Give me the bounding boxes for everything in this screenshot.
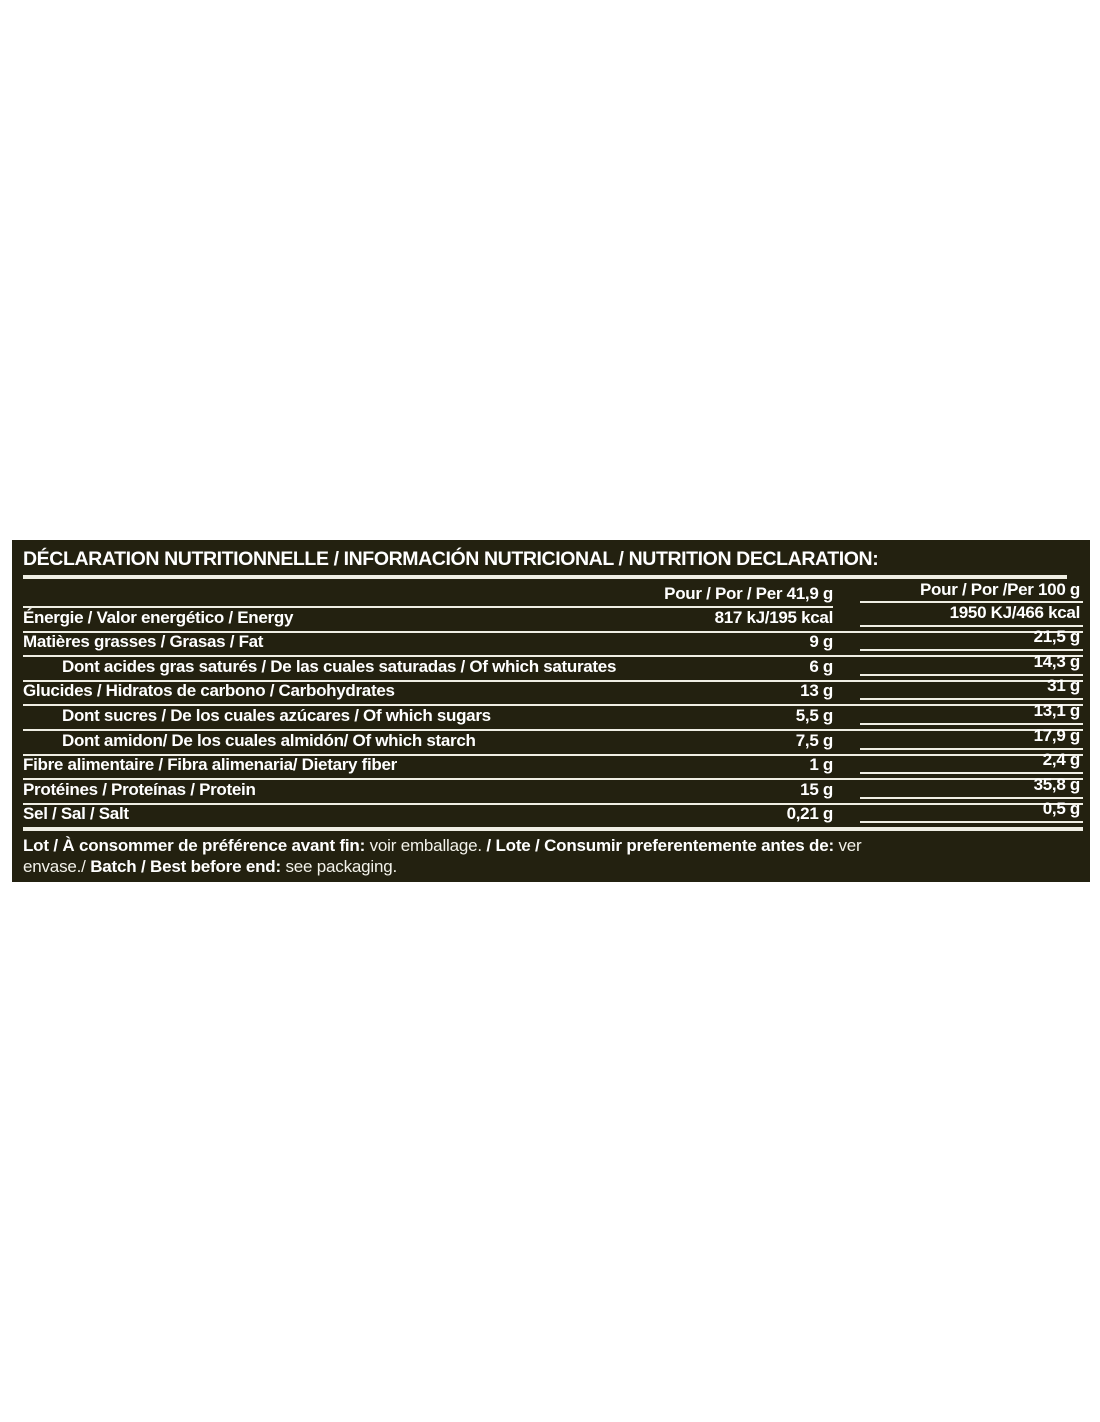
nutrition-row-starch [23, 725, 1083, 756]
row-label: Protéines / Proteínas / Protein [23, 779, 256, 799]
batch-note-line [23, 836, 1081, 857]
value-per-serving: 1 g [809, 755, 833, 775]
batch-note-text-segment: envase./ [23, 856, 91, 876]
value-per-100g: 13,1 g [1033, 700, 1080, 720]
column-header-per-100g: Pour / Por /Per 100 g [920, 580, 1080, 599]
row-label: Dont acides gras saturés / De las cuales saturadas / Of which saturates [62, 656, 617, 676]
batch-note-bold-segment: Batch / Best before end: [90, 856, 281, 876]
value-per-100g: 0,5 g [1042, 798, 1080, 818]
nutrition-row-saturates [23, 651, 1083, 682]
nutrition-row-fiber [23, 750, 1083, 781]
row-label: Énergie / Valor energético / Energy [23, 607, 294, 627]
nutrition-row-fat [23, 627, 1083, 658]
row-label: Sel / Sal / Salt [23, 803, 129, 823]
value-per-100g: 14,3 g [1033, 651, 1080, 671]
value-per-100g: 2,4 g [1042, 750, 1080, 770]
value-per-100g: 31 g [1047, 676, 1080, 696]
value-per-100g: 35,8 g [1033, 774, 1080, 794]
nutrition-table [23, 602, 1083, 831]
table-header-row [23, 580, 1083, 608]
batch-note-text-segment: voir emballage. [365, 836, 487, 855]
title-underline-rule [23, 575, 1067, 579]
value-per-serving: 5,5 g [795, 705, 833, 725]
nutrition-declaration-title: DÉCLARATION NUTRITIONNELLE / INFORMACIÓN NUTRICIONAL / NUTRITION DECLARATION: [23, 548, 879, 570]
batch-note-bold-segment: Lot / À consommer de préférence avant fin: [23, 836, 366, 855]
nutrition-row-sugars [23, 700, 1083, 731]
value-per-100g: 1950 KJ/466 kcal [949, 602, 1080, 622]
right-column-rule [860, 821, 1083, 823]
value-per-serving: 13 g [800, 681, 833, 701]
row-label: Matières grasses / Grasas / Fat [23, 632, 264, 652]
batch-best-before-note [23, 836, 1081, 877]
row-label: Dont amidon/ De los cuales almidón/ Of which starch [62, 730, 476, 750]
value-per-serving: 9 g [809, 632, 833, 652]
nutrition-row-salt [23, 798, 1083, 831]
batch-note-bold-segment: / Lote / Consumir preferentemente antes de: [486, 836, 834, 855]
row-label: Fibre alimentaire / Fibra alimenaria/ Dietary fiber [23, 755, 397, 775]
nutrition-row-protein [23, 774, 1083, 805]
value-per-serving: 15 g [800, 779, 833, 799]
row-label: Glucides / Hidratos de carbono / Carbohydrates [23, 681, 395, 701]
value-per-serving: 0,21 g [786, 803, 833, 823]
batch-note-text-segment: ver [833, 836, 862, 855]
value-per-100g: 21,5 g [1033, 627, 1080, 647]
row-label: Dont sucres / De los cuales azúcares / Of which sugars [62, 705, 491, 725]
nutrition-row-energy [23, 602, 1083, 633]
value-per-100g: 17,9 g [1033, 725, 1080, 745]
value-per-serving: 6 g [809, 656, 833, 676]
value-per-serving: 817 kJ/195 kcal [714, 607, 833, 627]
batch-note-text-segment: see packaging. [280, 856, 398, 876]
value-per-serving: 7,5 g [795, 730, 833, 750]
nutrition-label-panel [12, 540, 1090, 882]
batch-note-line [23, 857, 1081, 878]
nutrition-row-carbohydrates [23, 676, 1083, 707]
column-header-per-serving: Pour / Por / Per 41,9 g [664, 584, 833, 603]
